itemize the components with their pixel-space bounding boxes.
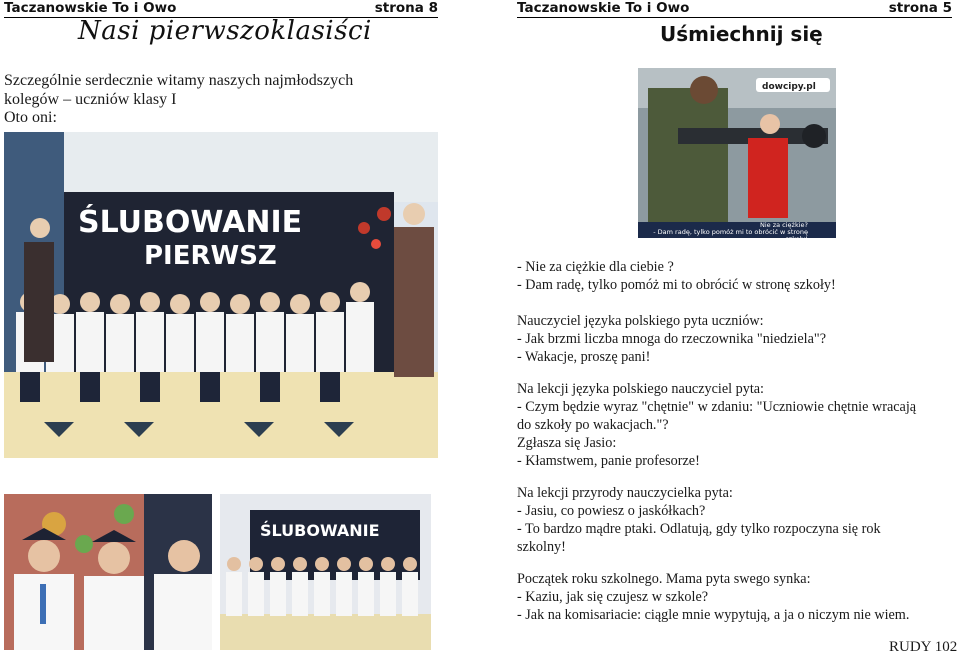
banner-text-2: PIERWSZ (144, 241, 277, 271)
joke-2 (517, 312, 957, 366)
intro-text (4, 72, 438, 128)
page-footer: RUDY 102 (889, 639, 958, 655)
right-header-page: strona 5 (888, 0, 952, 16)
joke-3-line-2: - Czym będzie wyraz "chętnie" w zdaniu: "Uczniowie chętnie wracają (517, 399, 917, 415)
intro-line-2: kolegów – uczniów klasy I (4, 90, 177, 108)
joke-5-line-1: Początek roku szkolnego. Mama pyta swego synka: (517, 571, 811, 587)
joke-3 (517, 380, 957, 470)
left-header-page: strona 8 (374, 0, 438, 16)
joke-3-line-4: Zgłasza się Jasio: (517, 435, 617, 451)
joke-1-line-1: - Nie za ciężkie dla ciebie ? (517, 259, 674, 275)
meme-caption-line-2: - Dam radę, tylko pomóż mi to obrócić w stronę szkoły! (653, 228, 808, 243)
joke-3-line-1: Na lekcji języka polskiego nauczyciel pyta: (517, 381, 764, 397)
joke-2-line-2: - Jak brzmi liczba mnoga do rzeczownika "niedziela"? (517, 331, 826, 347)
meme-logo: dowcipy.pl (762, 82, 816, 92)
intro-line-1: Szczególnie serdecznie witamy naszych najmłodszych (4, 72, 354, 89)
joke-4-line-2: - Jasiu, co powiesz o jaskółkach? (517, 503, 706, 519)
class-photo-small-2 (220, 494, 431, 650)
right-page-header (517, 0, 952, 18)
joke-4-line-3: - To bardzo mądre ptaki. Odlatują, gdy tylko rozpoczyna się rok (517, 521, 881, 537)
meme-caption (638, 221, 836, 243)
joke-1 (517, 258, 957, 294)
joke-4 (517, 484, 957, 556)
joke-4-line-1: Na lekcji przyrody nauczycielka pyta: (517, 485, 733, 501)
joke-3-line-3: do szkoły po wakacjach."? (517, 417, 669, 433)
joke-3-line-5: - Kłamstwem, panie profesorze! (517, 453, 700, 469)
class-photo-small-1 (4, 494, 212, 650)
left-page-title: Nasi pierwszoklasiści (78, 16, 372, 46)
banner-text: ŚLUBOWANIE (78, 205, 303, 240)
right-page-title: Uśmiechnij się (660, 22, 823, 46)
left-header-title: Taczanowskie To i Owo (4, 0, 177, 16)
meme-photo (638, 68, 836, 243)
class-photo-large (4, 132, 438, 458)
intro-line-3: Oto oni: (4, 109, 57, 126)
joke-2-line-3: - Wakacje, proszę pani! (517, 349, 651, 365)
joke-5 (517, 570, 957, 624)
joke-4-line-4: szkolny! (517, 539, 566, 555)
joke-1-line-2: - Dam radę, tylko pomóż mi to obrócić w stronę szkoły! (517, 277, 836, 293)
joke-5-line-3: - Jak na komisariacie: ciągle mnie wypytują, a ja o niczym nie wiem. (517, 607, 910, 623)
small-banner-text: ŚLUBOWANIE (260, 521, 380, 540)
right-header-title: Taczanowskie To i Owo (517, 0, 690, 16)
joke-5-line-2: - Kaziu, jak się czujesz w szkole? (517, 589, 709, 605)
joke-2-line-1: Nauczyciel języka polskiego pyta uczniów: (517, 313, 764, 329)
meme-caption-line-1: Nie za ciężkie? (759, 221, 808, 229)
